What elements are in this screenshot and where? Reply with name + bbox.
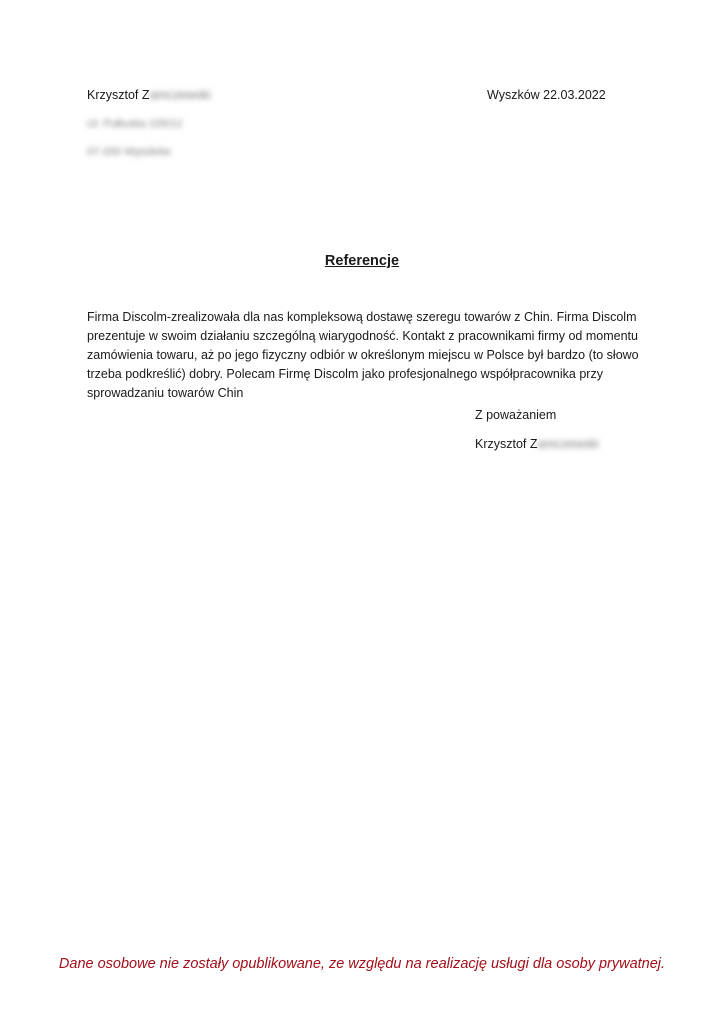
sender-street-redacted	[87, 118, 182, 130]
signature	[475, 437, 599, 451]
sender-name	[87, 88, 211, 102]
sender-city-redacted	[87, 146, 171, 158]
sender-name-redacted: amczewski	[149, 88, 211, 102]
privacy-footer-note: Dane osobowe nie zostały opublikowane, ze względu na realizację usługi dla osoby prywatnej.	[58, 956, 666, 972]
place-date: Wyszków 22.03.2022	[487, 88, 606, 102]
body-line: Firma Discolm-zrealizowała dla nas kompleksową dostawę szeregu towarów z Chin. Firma Discolm	[87, 310, 637, 324]
body-line: zamówienia towaru, aż po jego fizyczny odbiór w określonym miejscu w Polsce był bardzo (to słowo	[87, 348, 639, 362]
body-line: prezentuje w swoim działaniu szczególną wiarygodność. Kontakt z pracownikami firmy od momentu	[87, 329, 638, 343]
body-line: trzeba podkreślić) dobry. Polecam Firmę Discolm jako profesjonalnego współpracownika przy	[87, 367, 603, 381]
closing-salutation: Z poważaniem	[475, 408, 557, 422]
sender-street-text: Ul. Pułtuska 105/12	[87, 118, 183, 130]
body-line: sprowadzaniu towarów Chin	[87, 386, 244, 400]
document-title: Referencje	[324, 253, 400, 269]
signature-name-redacted: amczewski	[537, 437, 599, 451]
sender-city-text: 07-200 Wyszków	[87, 146, 171, 158]
signature-name-visible: Krzysztof Z	[475, 437, 538, 451]
sender-name-visible: Krzysztof Z	[87, 88, 150, 102]
body-paragraph	[87, 308, 647, 403]
